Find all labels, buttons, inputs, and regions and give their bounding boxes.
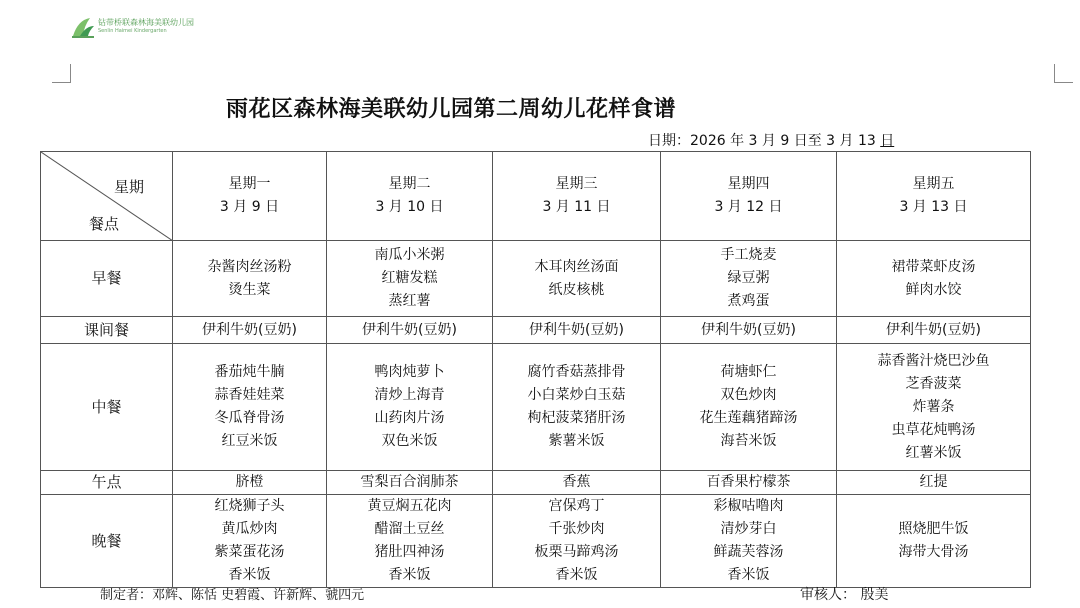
day-header-tue — [327, 152, 493, 241]
lunch-thu — [661, 344, 837, 471]
dish: 蒸红薯 — [388, 293, 431, 309]
snack-tue — [327, 317, 493, 344]
dish: 荷塘虾仁 — [720, 364, 777, 380]
page-title: 雨花区森林海美联幼儿园第二周幼儿花样食谱 — [226, 97, 677, 122]
page-corner-mark-left — [52, 64, 71, 83]
menu-table — [40, 151, 1031, 588]
dish: 双色米饭 — [381, 433, 438, 449]
dish: 番茄炖牛腩 — [214, 364, 285, 380]
breakfast-row — [41, 241, 1031, 317]
date-range-last: 日 — [880, 133, 895, 149]
dish: 红豆米饭 — [221, 433, 278, 449]
dish: 鲜肉水饺 — [905, 281, 962, 298]
afternoon-snack-tue — [327, 471, 493, 495]
dinner-thu — [661, 495, 837, 588]
dish: 香蕉 — [562, 474, 591, 490]
dish: 猪肚四神汤 — [374, 544, 445, 560]
lunch-wed — [493, 344, 661, 471]
snack-mon — [173, 317, 327, 344]
breakfast-fri — [837, 241, 1031, 317]
school-logo — [70, 14, 220, 44]
dinner-fri — [837, 495, 1031, 588]
snack-fri — [837, 317, 1031, 344]
dish: 双色炒肉 — [720, 387, 777, 403]
logo-name: 钻带桥联森林海美联幼儿园 — [98, 18, 194, 27]
dish: 彩椒咕噜肉 — [713, 498, 784, 514]
dish: 南瓜小米粥 — [374, 247, 445, 263]
dish: 煮鸡蛋 — [727, 293, 770, 309]
day-name: 星期二 — [388, 176, 431, 192]
dish: 伊利牛奶(豆奶) — [886, 321, 981, 338]
day-header-mon — [173, 152, 327, 241]
dish: 海苔米饭 — [720, 433, 777, 449]
date-range — [648, 130, 894, 150]
meal-label-afternoon-snack: 午点 — [41, 471, 173, 495]
dinner-tue — [327, 495, 493, 588]
dish: 香米饭 — [555, 567, 598, 583]
snack-row — [41, 317, 1031, 344]
dish: 千张炒肉 — [548, 521, 605, 537]
meal-label-lunch: 中餐 — [41, 344, 173, 471]
lunch-tue — [327, 344, 493, 471]
page-corner-mark-right — [1054, 64, 1073, 83]
dish: 紫菜蛋花汤 — [214, 544, 285, 560]
dish: 照烧肥牛饭 — [898, 521, 969, 537]
day-name: 星期一 — [228, 176, 271, 192]
day-name: 星期五 — [912, 176, 955, 192]
day-header-fri — [837, 152, 1031, 241]
dish: 宫保鸡丁 — [548, 498, 605, 514]
dish: 绿豆粥 — [727, 270, 770, 286]
dish: 裙带菜虾皮汤 — [891, 258, 976, 275]
dish: 清炒芽白 — [720, 521, 777, 537]
dish: 木耳肉丝汤面 — [534, 258, 619, 275]
day-date: 3 月 10 日 — [375, 199, 444, 215]
dish: 紫薯米饭 — [548, 433, 605, 449]
dish: 蒜香酱汁烧巴沙鱼 — [877, 352, 990, 369]
dish: 黄瓜炒肉 — [221, 521, 278, 537]
day-date: 3 月 12 日 — [714, 199, 783, 215]
afternoon-snack-fri — [837, 471, 1031, 495]
afternoon-snack-row — [41, 471, 1031, 495]
dish: 花生莲藕猪蹄汤 — [699, 410, 798, 426]
meal-label-breakfast: 早餐 — [41, 241, 173, 317]
day-header-wed — [493, 152, 661, 241]
day-date: 3 月 11 日 — [542, 199, 611, 215]
afternoon-snack-thu — [661, 471, 837, 495]
dish: 板栗马蹄鸡汤 — [534, 544, 619, 560]
snack-wed — [493, 317, 661, 344]
dish: 红烧狮子头 — [214, 498, 285, 514]
day-name: 星期四 — [727, 176, 770, 192]
dish: 红提 — [919, 474, 948, 490]
header-row — [41, 152, 1031, 241]
dish: 腐竹香菇蒸排骨 — [527, 364, 626, 380]
dish: 香米饭 — [388, 567, 431, 583]
breakfast-mon — [173, 241, 327, 317]
dish: 烫生菜 — [228, 281, 271, 298]
dish: 小白菜炒白玉菇 — [527, 387, 626, 403]
dish: 百香果柠檬茶 — [706, 474, 791, 490]
day-date: 3 月 9 日 — [219, 199, 280, 215]
breakfast-tue — [327, 241, 493, 317]
dish: 红薯米饭 — [905, 444, 962, 461]
corner-header-cell — [41, 152, 173, 241]
dish: 醋溜土豆丝 — [374, 521, 445, 537]
reviewer-line: 审核人： 殷美 — [800, 587, 889, 603]
dish: 香米饭 — [228, 567, 271, 583]
dinner-wed — [493, 495, 661, 588]
breakfast-wed — [493, 241, 661, 317]
dish: 海带大骨汤 — [898, 544, 969, 560]
meal-label-dinner: 晚餐 — [41, 495, 173, 588]
dish: 鲜蔬芙蓉汤 — [713, 544, 784, 560]
school-logo-icon — [70, 14, 96, 40]
lunch-fri — [837, 344, 1031, 471]
afternoon-snack-wed — [493, 471, 661, 495]
afternoon-snack-mon — [173, 471, 327, 495]
dish: 炸薯条 — [912, 398, 955, 415]
dish: 山药肉片汤 — [374, 410, 445, 426]
dish: 芝香菠菜 — [905, 375, 962, 392]
breakfast-thu — [661, 241, 837, 317]
dish: 枸杞菠菜猪肝汤 — [527, 410, 626, 426]
dish: 雪梨百合润肺茶 — [360, 474, 459, 490]
dish: 脐橙 — [235, 474, 264, 490]
dish: 手工烧麦 — [720, 247, 777, 263]
dish: 清炒上海青 — [374, 387, 445, 403]
dish: 香米饭 — [727, 567, 770, 583]
dish: 黄豆焖五花肉 — [367, 498, 452, 514]
lunch-mon — [173, 344, 327, 471]
dish: 伊利牛奶(豆奶) — [529, 321, 624, 338]
dish: 伊利牛奶(豆奶) — [701, 321, 796, 338]
dish: 冬瓜脊骨汤 — [214, 410, 285, 426]
dish: 蒜香娃娃菜 — [214, 387, 285, 403]
dish: 纸皮核桃 — [548, 281, 605, 298]
dish: 虫草花炖鸭汤 — [891, 421, 976, 438]
dish: 伊利牛奶(豆奶) — [202, 321, 297, 338]
meal-axis-label: 餐点 — [89, 215, 120, 233]
day-name: 星期三 — [555, 176, 598, 192]
makers-line: 制定者：邓辉、陈恬 史碧霞、许新辉、虢四元 — [100, 588, 365, 603]
logo-subname: Senlin Haimei Kindergarten — [98, 28, 167, 34]
weekday-axis-label: 星期 — [113, 178, 144, 196]
day-header-thu — [661, 152, 837, 241]
dish: 伊利牛奶(豆奶) — [362, 321, 457, 338]
lunch-row — [41, 344, 1031, 471]
dish: 红糖发糕 — [381, 270, 438, 286]
date-range-text: 日期：2026 年 3 月 9 日至 3 月 13 — [648, 133, 881, 149]
dinner-mon — [173, 495, 327, 588]
day-date: 3 月 13 日 — [899, 199, 968, 215]
snack-thu — [661, 317, 837, 344]
dish: 鸭肉炖萝卜 — [374, 364, 445, 380]
meal-label-snack: 课间餐 — [41, 317, 173, 344]
dish: 杂酱肉丝汤粉 — [207, 258, 292, 275]
dinner-row — [41, 495, 1031, 588]
